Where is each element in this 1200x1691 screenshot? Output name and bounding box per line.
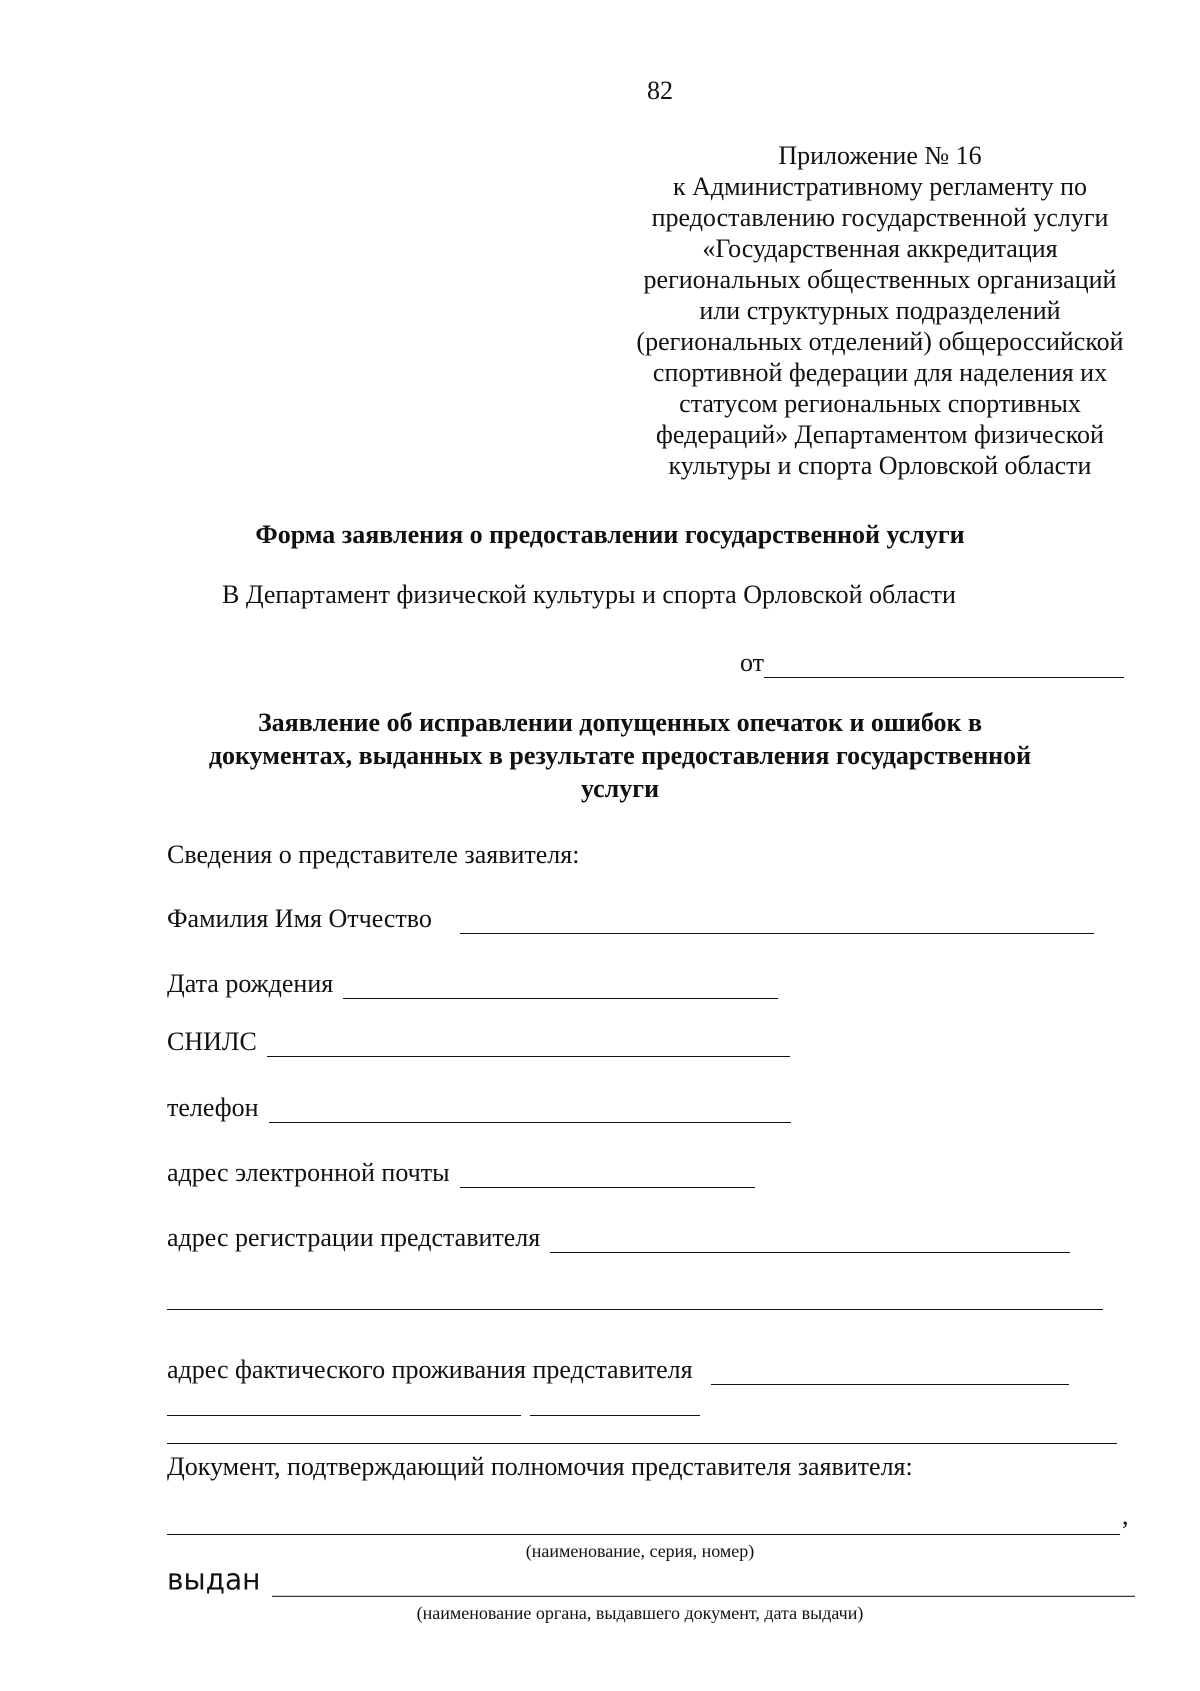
appendix-line: (региональных отделений) общероссийской [636,327,1124,356]
actual-address-line-part-1[interactable] [167,1415,521,1416]
trailing-comma: , [1122,1501,1129,1530]
registration-address-continuation-line[interactable] [167,1309,1103,1310]
statement-title [150,706,1090,805]
from-field [740,648,1124,678]
issued-input-line[interactable] [272,1568,1135,1596]
actual-address-input-line[interactable] [711,1358,1069,1385]
full-name-label: Фамилия Имя Отчество [167,904,432,933]
form-title: Форма заявления о предоставлении государственной услуги [255,520,965,549]
separator-line [167,1443,1117,1444]
appendix-line: предоставлению государственной услуги [651,203,1109,232]
registration-address-field [167,1223,1070,1253]
statement-title-line: Заявление об исправлении допущенных опечаток и ошибок в [257,708,983,737]
birth-date-field [167,969,778,999]
document-caption: (наименование, серия, номер) [525,1541,755,1561]
appendix-line: спортивной федерации для наделения их [652,358,1108,387]
email-input-line[interactable] [460,1161,755,1188]
issued-field [167,1562,1135,1597]
birth-date-label: Дата рождения [167,969,334,998]
registration-address-input-line[interactable] [550,1226,1070,1253]
statement-title-line: услуги [580,774,660,803]
actual-address-label: адрес фактического проживания представителя [167,1355,693,1384]
appendix-line: статусом региональных спортивных [679,389,1081,418]
appendix-line: Приложение № 16 [778,141,982,170]
appendix-line: «Государственная аккредитация [702,234,1058,263]
snils-label: СНИЛС [167,1027,257,1056]
snils-field [167,1027,790,1057]
phone-label: телефон [167,1093,259,1122]
representative-heading: Сведения о представителе заявителя: [167,840,580,869]
department-line: В Департамент физической культуры и спорта Орловской области [222,580,956,609]
from-input-line[interactable] [764,651,1124,678]
phone-field [167,1093,791,1123]
appendix-line: региональных общественных организаций [643,265,1117,294]
actual-address-line-part-2[interactable] [530,1415,700,1416]
issued-caption: (наименование органа, выдавшего документ, дата выдачи) [416,1603,864,1623]
statement-title-line: документах, выданных в результате предоставления государственной [208,741,1032,770]
birth-date-input-line[interactable] [343,972,778,999]
appendix-header [610,140,1150,481]
authority-document-input-line[interactable] [167,1534,1120,1535]
appendix-line: к Административному регламенту по [672,172,1088,201]
registration-address-label: адрес регистрации представителя [167,1223,541,1252]
full-name-field [167,904,1094,934]
issued-label: выдан [167,1562,261,1597]
from-label: от [740,648,765,677]
page-number: 82 [647,76,673,105]
full-name-input-line[interactable] [460,907,1094,934]
phone-input-line[interactable] [269,1096,791,1123]
appendix-line: или структурных подразделений [699,296,1061,325]
email-field [167,1158,755,1188]
authority-document-label: Документ, подтверждающий полномочия представителя заявителя: [167,1452,913,1481]
actual-address-field [167,1355,1069,1385]
snils-input-line[interactable] [267,1030,790,1057]
email-label: адрес электронной почты [167,1158,450,1187]
appendix-line: федераций» Департаментом физической [656,420,1104,449]
appendix-line: культуры и спорта Орловской области [668,451,1092,480]
